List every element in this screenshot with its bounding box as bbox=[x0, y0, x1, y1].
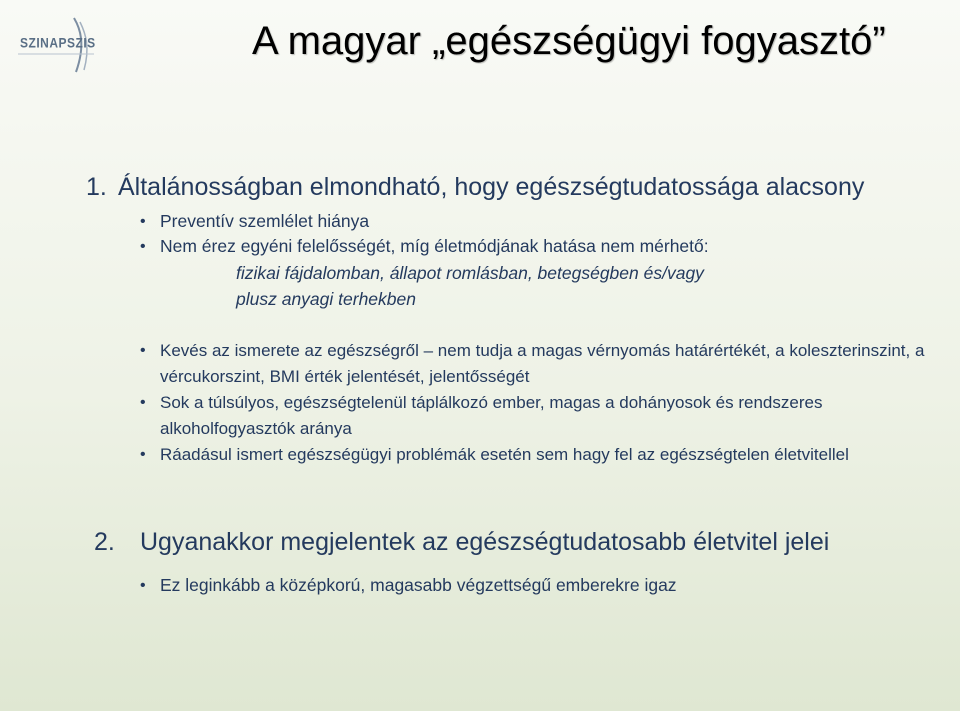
section-2-bullets bbox=[138, 573, 938, 598]
list-item: • Kevés az ismerete az egészségről – nem tudja a magas vérnyomás határértékét, a koleszterinszint, a vércukorszint, BMI érték jelentését, jelentősségét bbox=[140, 341, 925, 386]
section-1-bullets-b bbox=[138, 338, 928, 468]
section-1-italic-note bbox=[236, 260, 886, 312]
section-1-heading bbox=[86, 173, 864, 202]
list-item: • Preventív szemlélet hiánya bbox=[140, 211, 370, 231]
section-1-heading-text: Általánosságban elmondható, hogy egészségtudatossága alacsony bbox=[118, 173, 865, 201]
section-1-bullets-a bbox=[138, 209, 938, 259]
list-item: • Sok a túlsúlyos, egészségtelenül táplálkozó ember, magas a dohányosok és rendszeres alkoholfogyasztók aránya bbox=[140, 393, 823, 438]
italic-line: plusz anyagi terhekben bbox=[236, 289, 416, 309]
section-2-heading bbox=[94, 528, 829, 557]
italic-line: fizikai fájdalomban, állapot romlásban, betegségben és/vagy bbox=[236, 263, 704, 283]
szinapszis-logo bbox=[14, 14, 104, 76]
list-item: • Nem érez egyéni felelősségét, míg életmódjának hatása nem mérhető: bbox=[140, 236, 709, 256]
page-title: A magyar „egészségügyi fogyasztó” bbox=[252, 19, 886, 63]
list-item: • Ráadásul ismert egészségügyi problémák esetén sem hagy fel az egészségtelen életvitellel bbox=[140, 445, 849, 464]
section-1-number: 1. bbox=[86, 173, 107, 201]
section-2-number: 2. bbox=[94, 528, 115, 556]
logo-text: SZINAPSZIS bbox=[20, 34, 96, 52]
section-2-heading-text: Ugyanakkor megjelentek az egészségtudatosabb életvitel jelei bbox=[140, 528, 830, 556]
list-item: • Ez leginkább a középkorú, magasabb végzettségű emberekre igaz bbox=[140, 575, 677, 595]
